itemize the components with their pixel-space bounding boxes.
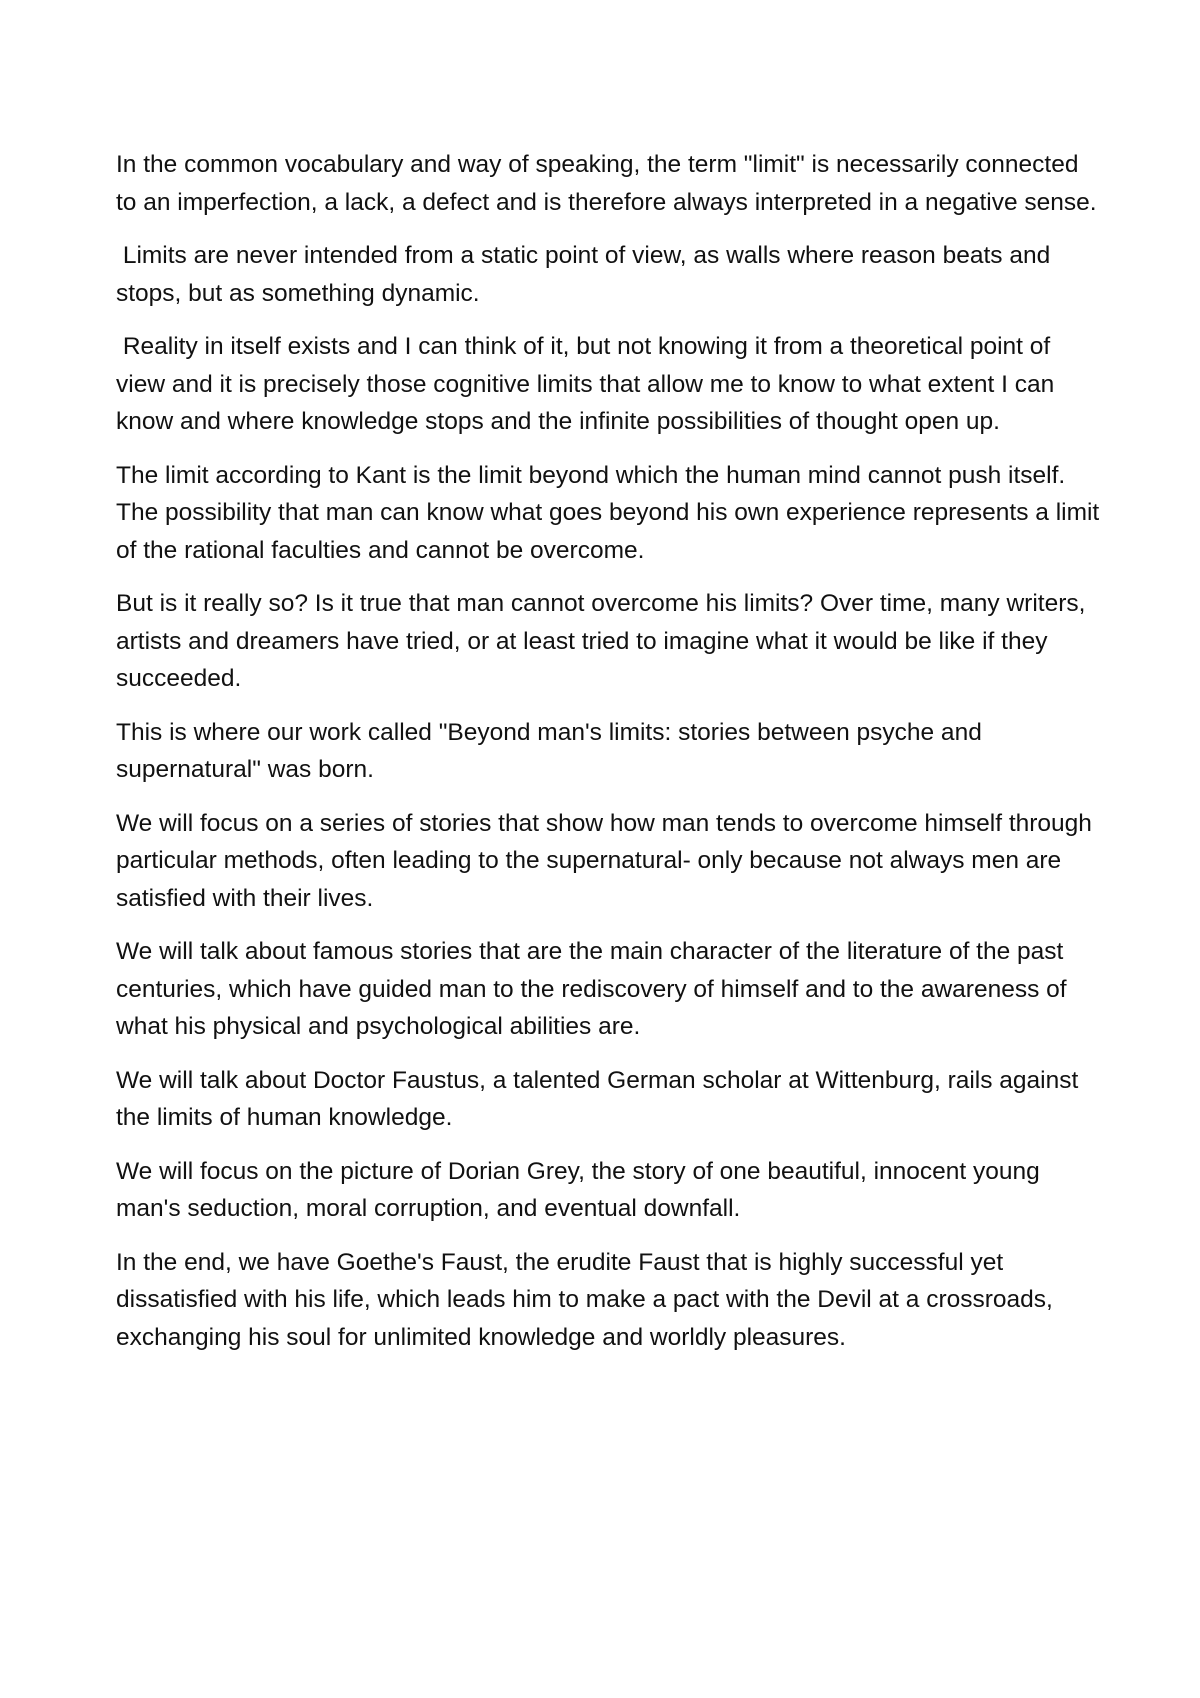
paragraph-doctor-faustus: We will talk about Doctor Faustus, a talented German scholar at Wittenburg, rails against the limits of human knowledge. [116, 1066, 1086, 1131]
paragraph-kant: The limit according to Kant is the limit beyond which the human mind cannot push itself. The possibility that man can know what goes beyond his own experience represents a limit of the rational faculties and cannot be overcome. [116, 461, 1107, 564]
paragraph-limits-dynamic: Limits are never intended from a static point of view, as walls where reason beats and stops, but as something dynamic. [116, 242, 1058, 307]
paragraph-famous-stories: We will talk about famous stories that are the main character of the literature of the past centuries, which have guided man to the rediscovery of himself and to the awareness of what his physical and psychological abilities are. [116, 938, 1074, 1040]
paragraph-series-of-stories: We will focus on a series of stories that show how man tends to overcome himself through particular methods, often leading to the supernatural- only because not always men are satisfied with their lives. [116, 809, 1099, 912]
paragraph-overcome-limits: But is it really so? Is it true that man cannot overcome his limits? Over time, many writers, artists and dreamers have tried, or at least tried to imagine what it would be like if they succeeded. [116, 590, 1093, 692]
paragraph-reality: Reality in itself exists and I can think of it, but not knowing it from a theoretical point of view and it is precisely those cognitive limits that allow me to know to what extent I can know and where knowledge stops and the infinite possibilities of thought open up. [116, 333, 1062, 435]
paragraph-goethe-faust: In the end, we have Goethe's Faust, the erudite Faust that is highly successful yet dissatisfied with his life, which leads him to make a pact with the Devil at a crossroads, exchanging his soul for unlimited knowledge and worldly pleasures. [116, 1248, 1060, 1351]
document-body [116, 146, 1107, 1372]
paragraph-dorian-grey: We will focus on the picture of Dorian Grey, the story of one beautiful, innocent young man's seduction, moral corruption, and eventual downfall. [116, 1157, 1047, 1222]
paragraph-intro: In the common vocabulary and way of speaking, the term "limit" is necessarily connected to an imperfection, a lack, a defect and is therefore always interpreted in a negative sense. [116, 151, 1097, 216]
paragraph-work-title: This is where our work called "Beyond man's limits: stories between psyche and supernatural" was born. [116, 718, 989, 783]
